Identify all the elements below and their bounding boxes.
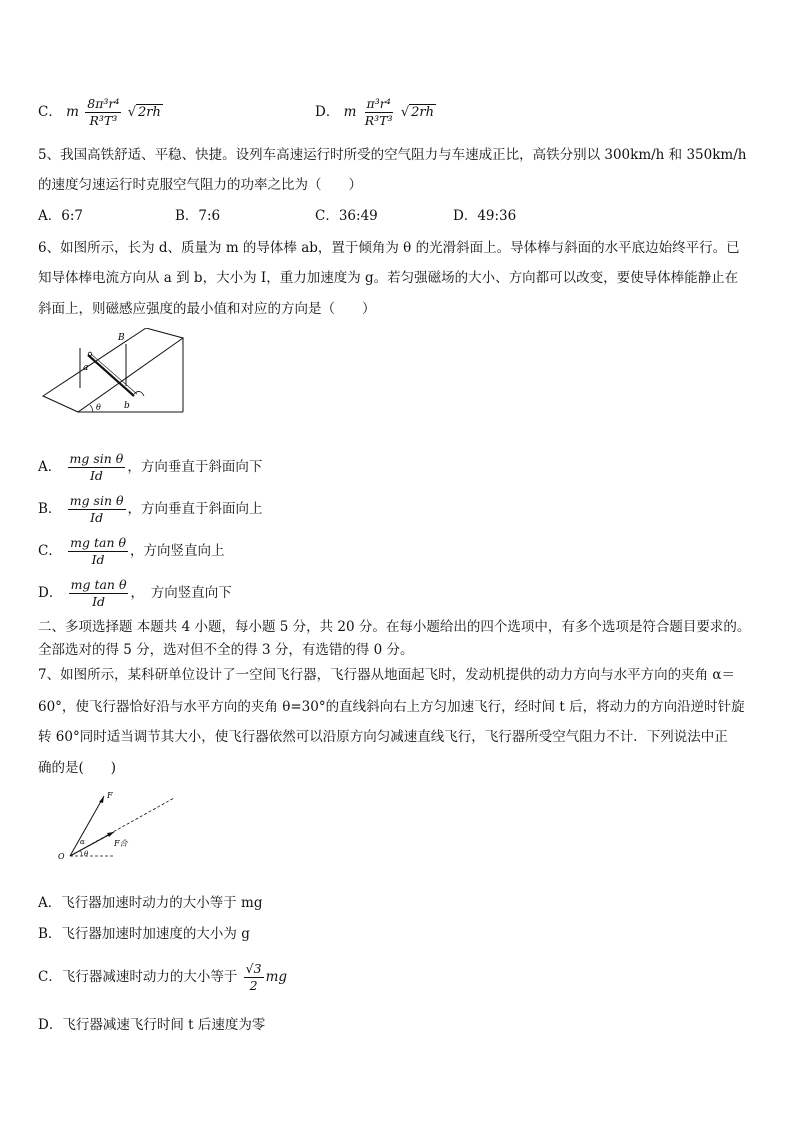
- q7-stem-line2: 60°，使飞行器恰好沿与水平方向的夹角 θ=30°的直线斜向右上方匀加速飞行，经时间 t 后，将动力的方向沿逆时针旋: [38, 699, 745, 715]
- radicand: 2rh: [138, 104, 161, 120]
- coefficient: m: [66, 104, 79, 120]
- label-theta: θ: [84, 850, 89, 858]
- rod-end-b: [134, 391, 144, 396]
- label-f: F: [107, 791, 113, 800]
- q7-option-c: [38, 962, 287, 993]
- option-text: ，方向垂直于斜面向下: [127, 459, 263, 475]
- option-label: D．: [453, 208, 478, 224]
- label-theta: θ: [96, 403, 101, 412]
- q6-stem-line3: 斜面上，则磁感应强度的最小值和对应的方向是（ ）: [38, 301, 376, 317]
- label-alpha: α: [80, 838, 85, 846]
- q7-option-d: D．飞行器减速飞行时间 t 后速度为零: [38, 1017, 266, 1033]
- square-root: √ 2rh: [400, 104, 434, 120]
- conductor-rod: [88, 355, 134, 396]
- square-root: √ 2rh: [127, 104, 161, 120]
- q6-option-c: [38, 536, 225, 567]
- denominator: R³T³: [364, 113, 393, 128]
- fraction: [85, 97, 121, 128]
- option-text: ，方向垂直于斜面向上: [127, 501, 263, 517]
- arrowhead: [99, 796, 104, 803]
- option-suffix: mg: [265, 969, 288, 985]
- fraction: [68, 536, 128, 567]
- q5-option-c: [315, 206, 378, 226]
- numerator: mg tan θ: [70, 577, 127, 592]
- numerator: mg sin θ: [69, 451, 124, 466]
- q7-force-figure: [52, 782, 192, 872]
- fraction: [68, 494, 126, 525]
- option-text: ，方向竖直向上: [130, 543, 225, 559]
- q4-option-c: [38, 97, 163, 128]
- q6-option-b: [38, 494, 263, 525]
- q4-option-d: [315, 97, 436, 128]
- numerator: mg tan θ: [70, 535, 126, 550]
- fraction: [244, 962, 264, 993]
- label-b-field: B: [118, 333, 125, 343]
- option-text: 49:36: [477, 208, 517, 224]
- label-o: O: [58, 852, 65, 861]
- label-b: b: [124, 401, 130, 411]
- option-text: 6:7: [61, 208, 83, 224]
- option-label: C．: [315, 208, 339, 224]
- numerator: π³r⁴: [366, 96, 391, 111]
- q5-stem-line1: 5、我国高铁舒适、平稳、快捷。设列车高速运行时所受的空气阻力与车速成正比，高铁分别以 300km/h 和 350km/h: [38, 147, 747, 163]
- option-label: B．: [175, 208, 199, 224]
- label-f-net: F合: [114, 839, 128, 848]
- denominator: 2: [249, 978, 258, 993]
- option-label: D．: [315, 104, 340, 120]
- arrowhead: [107, 832, 114, 837]
- q6-incline-figure: [38, 328, 198, 444]
- section2-line2: 全部选对的得 5 分，选对但不全的得 3 分，有选错的得 0 分。: [38, 642, 414, 658]
- numerator: √3: [245, 961, 262, 976]
- radicand: 2rh: [411, 104, 434, 120]
- option-label: A．: [38, 208, 62, 224]
- denominator: Id: [92, 594, 106, 609]
- option-label: D．: [38, 585, 63, 601]
- denominator: Id: [91, 552, 105, 567]
- q7-option-b: B．飞行器加速时加速度的大小为 g: [38, 926, 250, 942]
- q7-option-a: A．飞行器加速时动力的大小等于 mg: [38, 895, 263, 911]
- section2-line1: 二、多项选择题 本题共 4 小题，每小题 5 分，共 20 分。在每小题给出的四个选项中，有多个选项是符合题目要求的。: [38, 619, 751, 635]
- option-text: 7:6: [198, 208, 221, 224]
- numerator: 8π³r⁴: [87, 96, 120, 111]
- denominator: Id: [90, 510, 104, 525]
- q5-option-a: [38, 206, 83, 226]
- q7-stem-line1: 7、如图所示，某科研单位设计了一空间飞行器，飞行器从地面起飞时，发动机提供的动力方向与水平方向的夹角 α＝: [38, 667, 735, 683]
- option-text: C．飞行器减速时动力的大小等于: [38, 969, 238, 985]
- q7-stem-line3: 转 60°同时适当调节其大小，使飞行器依然可以沿原方向匀减速直线飞行，飞行器所受空气阻力不计．下列说法中正: [38, 729, 728, 745]
- q6-stem-line1: 6、如图所示，长为 d、质量为 m 的导体棒 ab，置于倾角为 θ 的光滑斜面上。导体棒与斜面的水平底边始终平行。已: [38, 240, 740, 256]
- fraction: [68, 452, 126, 483]
- option-text: 36:49: [338, 208, 378, 224]
- denominator: R³T³: [89, 113, 118, 128]
- option-label: C．: [38, 104, 62, 120]
- fraction: [69, 578, 129, 609]
- q6-option-a: [38, 452, 262, 483]
- option-text: ， 方向竖直向下: [130, 585, 232, 601]
- q5-stem-line2: 的速度匀速运行时克服空气阻力的功率之比为（ ）: [38, 177, 362, 193]
- incline-surface: [43, 328, 183, 412]
- label-a: a: [83, 363, 89, 373]
- option-label: B．: [38, 501, 62, 517]
- q5-option-b: [175, 206, 220, 226]
- denominator: Id: [89, 468, 103, 483]
- fraction: [363, 97, 395, 128]
- q5-option-d: [453, 206, 516, 226]
- conductor-rod-edge: [91, 354, 137, 394]
- option-label: C．: [38, 543, 62, 559]
- option-label: A．: [38, 459, 62, 475]
- angle-arc: [80, 850, 82, 856]
- q7-stem-line4: 确的是( ): [38, 760, 117, 776]
- angle-arc: [90, 405, 93, 412]
- q6-option-d: [38, 578, 232, 609]
- numerator: mg sin θ: [69, 493, 124, 508]
- coefficient: m: [343, 104, 357, 120]
- q6-stem-line2: 知导体棒电流方向从 a 到 b，大小为 I，重力加速度为 g。若匀强磁场的大小、方向都可以改变，要使导体棒能静止在: [38, 270, 739, 286]
